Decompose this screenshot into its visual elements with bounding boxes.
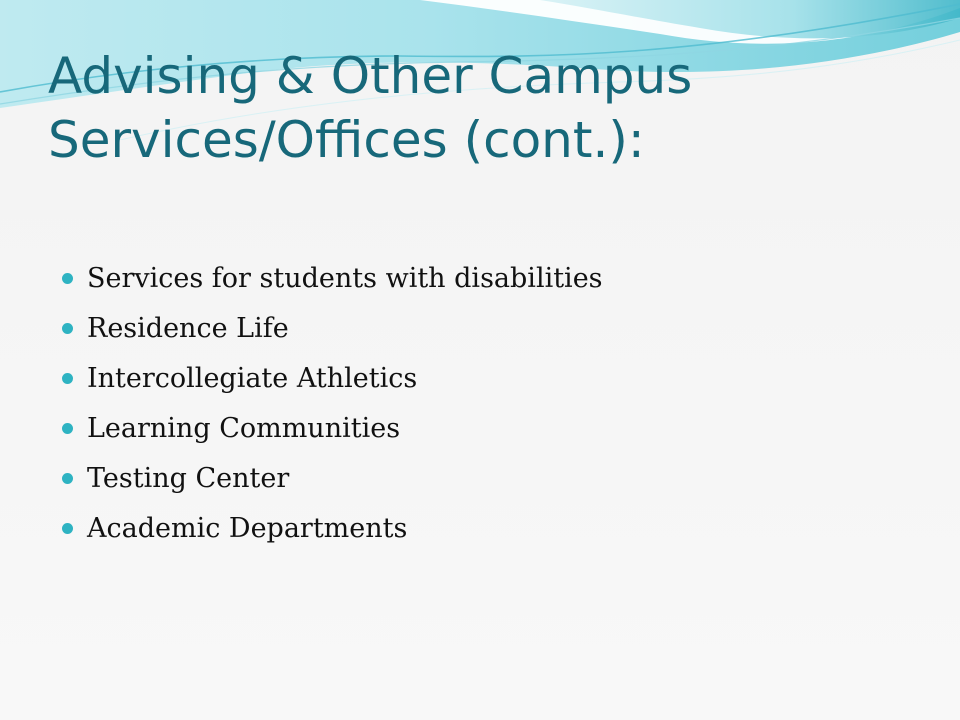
bullet-dot-icon: [62, 323, 73, 334]
bullet-dot-icon: [62, 523, 73, 534]
bullet-list: [62, 256, 603, 556]
slide-title: Advising & Other Campus Services/Offices (cont.):: [48, 47, 693, 169]
bullet-dot-icon: [62, 273, 73, 284]
bullet-text: Intercollegiate Athletics: [87, 363, 418, 394]
bullet-text: Services for students with disabilities: [87, 263, 603, 294]
bullet-text: Academic Departments: [87, 513, 408, 544]
list-item: [62, 506, 603, 556]
bullet-text: Testing Center: [87, 463, 290, 494]
bullet-text: Residence Life: [87, 313, 289, 344]
list-item: [62, 256, 603, 306]
bullet-dot-icon: [62, 473, 73, 484]
list-item: [62, 456, 603, 506]
bullet-dot-icon: [62, 373, 73, 384]
bullet-text: Learning Communities: [87, 413, 401, 444]
list-item: [62, 306, 603, 356]
list-item: [62, 356, 603, 406]
list-item: [62, 406, 603, 456]
bullet-dot-icon: [62, 423, 73, 434]
